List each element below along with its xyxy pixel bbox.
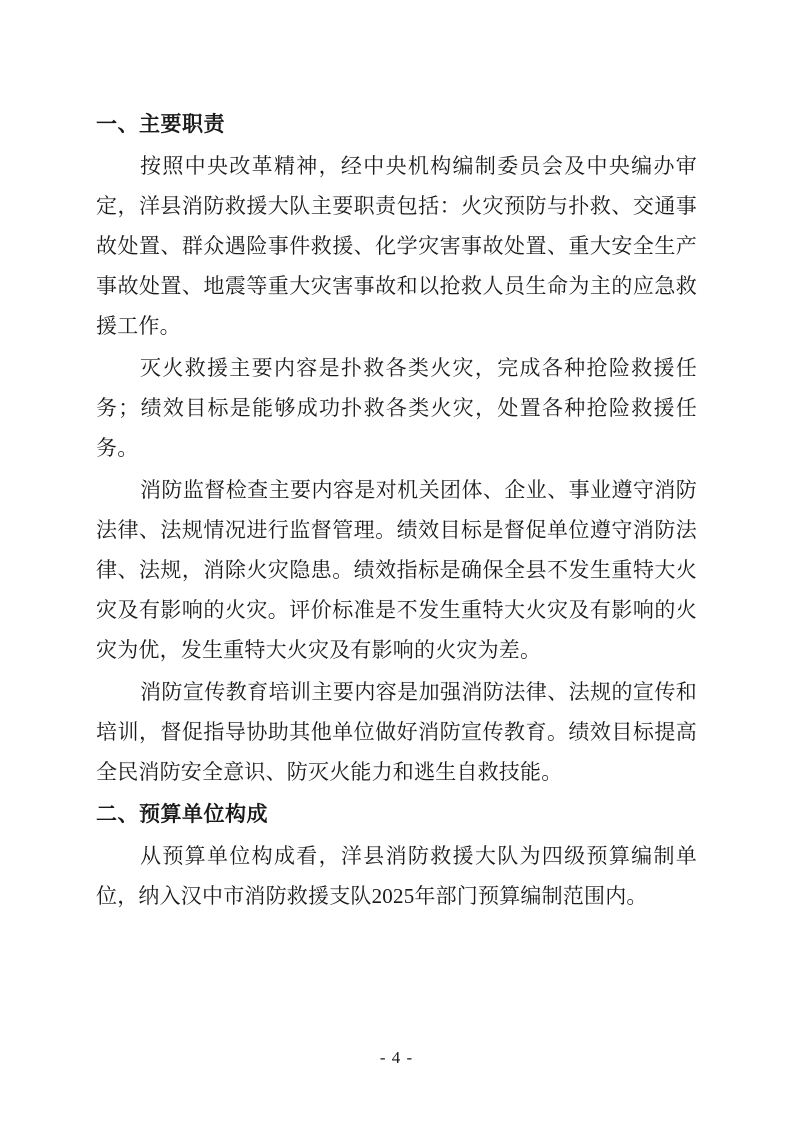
paragraph-fire-rescue: 灭火救援主要内容是扑救各类火灾，完成各种抢险救援任务；绩效目标是能够成功扑救各类火灾，处置各种抢险救援任务。	[96, 356, 697, 460]
section-heading-main-duties: 一、主要职责	[96, 112, 225, 136]
document-body	[96, 104, 697, 916]
paragraph-fire-education: 消防宣传教育培训主要内容是加强消防法律、法规的宣传和培训，督促指导协助其他单位做好消防宣传教育。绩效目标提高全民消防安全意识、防灭火能力和逃生自救技能。	[96, 680, 697, 784]
paragraph-budget-unit: 从预算单位构成看，洋县消防救援大队为四级预算编制单位，纳入汉中市消防救援支队2025年部门预算编制范围内。	[96, 844, 697, 908]
section-heading-budget-unit: 二、预算单位构成	[96, 802, 268, 826]
paragraph-main-duties: 按照中央改革精神，经中央机构编制委员会及中央编办审定，洋县消防救援大队主要职责包括：火灾预防与扑救、交通事故处置、群众遇险事件救援、化学灾害事故处置、重大安全生产事故处置、地震等重大灾害事故和以抢救人员生命为主的应急救援工作。	[96, 154, 697, 338]
paragraph-fire-supervision: 消防监督检查主要内容是对机关团体、企业、事业遵守消防法律、法规情况进行监督管理。绩效目标是督促单位遵守消防法律、法规，消除火灾隐患。绩效指标是确保全县不发生重特大火灾及有影响的火灾。评价标准是不发生重特大火灾及有影响的火灾为优，发生重特大火灾及有影响的火灾为差。	[96, 478, 697, 662]
page-number: - 4 -	[379, 1048, 414, 1067]
